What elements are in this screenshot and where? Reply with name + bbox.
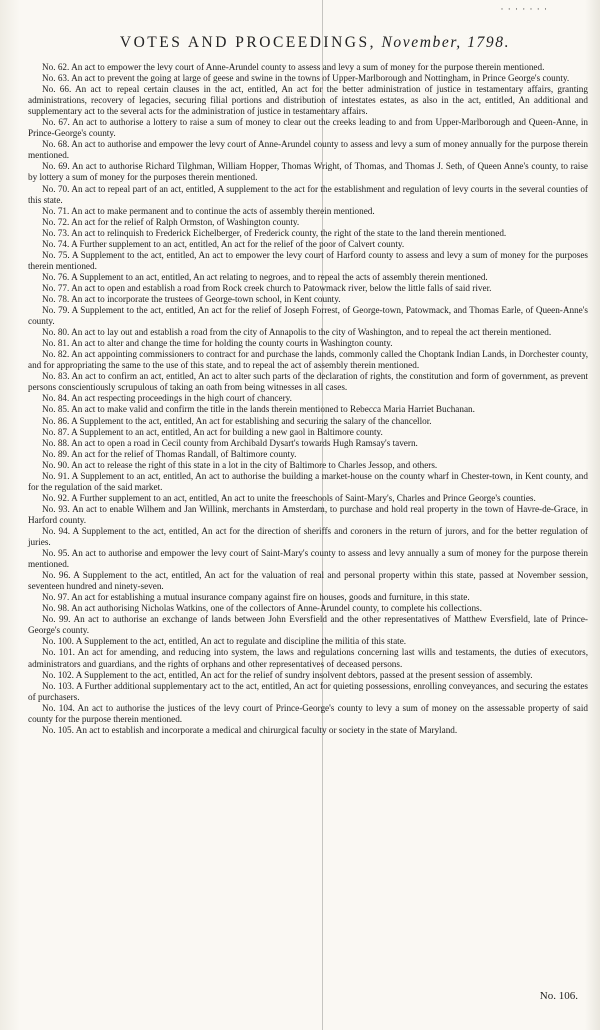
act-entry: No. 96. A Supplement to the act, entitled, An act for the valuation of real and personal property within this state, passed at November session, seventeen hundred and ninety-seven. <box>28 570 588 592</box>
act-entry: No. 102. A Supplement to the act, entitled, An act for the relief of sundry insolvent debtors, passed at the present session of assembly. <box>42 669 533 680</box>
act-entry: No. 77. An act to open and establish a road from Rock creek church to Patowmack river, below the little falls of said river. <box>42 282 492 293</box>
act-entry: No. 69. An act to authorise Richard Tilghman, William Hopper, Thomas Wright, of Thomas, and Thomas J. Seth, of Queen Anne's county, to raise by lottery a sum of money for the purposes therein mentioned. <box>28 161 588 183</box>
act-entry: No. 95. An act to authorise and empower the levy court of Saint-Mary's county to assess and levy annually a sum of money for the purpose therein mentioned. <box>28 548 588 570</box>
act-entry: No. 94. A Supplement to the act, entitled, An act for the direction of sheriffs and coroners in the return of jurors, and for the better regulation of juries. <box>28 525 588 548</box>
act-entry: No. 99. An act to authorise an exchange of lands between John Eversfield and the other representatives of Matthew Eversfield, late of Prince-George's county. <box>28 614 588 636</box>
act-entry: No. 78. An act to incorporate the trustees of George-town school, in Kent county. <box>42 293 341 304</box>
act-entry: No. 98. An act authorising Nicholas Watkins, one of the collectors of Anne-Arundel county, to complete his collections. <box>42 603 482 614</box>
act-entry: No. 93. An act to enable Wilhem and Jan Willink, merchants in Amsterdam, to purchase and hold real property in the town of Havre-de-Grace, in Harford county. <box>28 503 588 525</box>
header-date: November, 1798. <box>381 34 511 51</box>
act-entry: No. 63. An act to prevent the going at large of geese and swine in the towns of Upper-Marlborough and Nottingham, in Prince George's county. <box>42 73 570 84</box>
act-entry: No. 103. A Further additional supplementary act to the act, entitled, An act for quieting possessions, enrolling conveyances, and securing the estates of purchasers. <box>28 680 588 702</box>
act-entry: No. 85. An act to make valid and confirm the title in the lands therein mentioned to Rebecca Maria Harriet Buchanan. <box>42 404 475 415</box>
act-entry: No. 87. A Supplement to an act, entitled, An act for building a new gaol in Baltimore county. <box>42 426 383 437</box>
act-entry: No. 67. An act to authorise a lottery to raise a sum of money to clear out the creeks leading to and from Upper-Marlborough and Queen-Anne, in Prince-George's county. <box>28 117 588 139</box>
act-entry: No. 88. An act to open a road in Cecil county from Archibald Dysart's towards Hugh Ramsay's tavern. <box>42 437 418 448</box>
act-entry: No. 68. An act to authorise and empower the levy court of Anne-Arundel county to assess and levy a sum of money annually for the purpose therein mentioned. <box>28 139 588 161</box>
act-entry: No. 92. A Further supplement to an act, entitled, An act to unite the freeschools of Saint-Mary's, Charles and Prince George's counties. <box>42 492 536 503</box>
act-entry: No. 101. An act for amending, and reducing into system, the laws and regulations concerning last wills and testaments, the duties of executors, administrators and guardians, and the rights of orphans and other representatives of deceased persons. <box>28 647 588 669</box>
page-marks: · · · · · · · <box>500 4 548 14</box>
act-entry: No. 76. A Supplement to an act, entitled, An act relating to negroes, and to repeal the acts of assembly therein mentioned. <box>42 271 488 282</box>
act-entry: No. 105. An act to establish and incorporate a medical and chirurgical faculty or society in the state of Maryland. <box>42 724 458 735</box>
act-entry: No. 97. An act for establishing a mutual insurance company against fire on houses, goods and furniture, in this state. <box>42 592 470 603</box>
act-entry: No. 80. An act to lay out and establish a road from the city of Annapolis to the city of Washington, and to repeal the act therein mentioned. <box>42 327 552 338</box>
act-entry: No. 83. An act to confirm an act, entitled, An act to alter such parts of the declaration of rights, the constitution and form of government, as prevent persons conscientiously scrupulous of taking an oath from being witnesses in all cases. <box>28 371 588 393</box>
act-entry: No. 72. An act for the relief of Ralph Ormston, of Washington county. <box>42 216 300 227</box>
catchword: No. 106. <box>539 990 578 1002</box>
act-entry: No. 84. An act respecting proceedings in the high court of chancery. <box>42 393 292 404</box>
act-entry: No. 104. An act to authorise the justices of the levy court of Prince-George's county to levy a sum of money on the assessable property of said county for the purpose therein mentioned. <box>28 702 588 724</box>
act-entry: No. 73. An act to relinquish to Frederick Eichelberger, of Frederick county, the right of the state to the land therein mentioned. <box>42 227 507 238</box>
act-entry: No. 75. A Supplement to the act, entitled, An act to empower the levy court of Harford county to assess and levy a sum of money for the purposes therein mentioned. <box>28 249 588 271</box>
act-entry: No. 82. An act appointing commissioners to contract for and purchase the lands, commonly called the Choptank Indian Lands, in Dorchester county, and for appropriating the same to the use of this state, and to repeal the act of assembly therein mentioned. <box>28 349 588 371</box>
act-entry: No. 89. An act for the relief of Thomas Randall, of Baltimore county. <box>42 448 297 459</box>
page-header <box>40 34 590 52</box>
act-entry: No. 62. An act to empower the levy court of Anne-Arundel county to assess and levy a sum of money for the purpose therein mentioned. <box>42 62 545 72</box>
act-entry: No. 70. An act to repeal part of an act, entitled, A supplement to the act for the establishment and regulation of levy courts in the several counties of this state. <box>28 183 588 205</box>
act-entry: No. 74. A Further supplement to an act, entitled, An act for the relief of the poor of Calvert county. <box>42 238 405 249</box>
act-entry: No. 86. A Supplement to the act, entitled, An act for establishing and securing the salary of the chancellor. <box>42 415 432 426</box>
act-entry: No. 66. An act to repeal certain clauses in the act, entitled, An act for the better administration of justice in testamentary affairs, granting administrations, recovery of legacies, securing filial portions and distribution of intestates estates, as also in the act, entitled, An additional and supplementary act to the several acts for the administration of justice in testamentary affairs. <box>28 84 588 117</box>
act-entry: No. 81. An act to alter and change the time for holding the county courts in Washington county. <box>42 338 393 349</box>
entries-list <box>28 62 588 736</box>
act-entry: No. 91. A Supplement to an act, entitled, An act to authorise the building a market-house on the county wharf in Chester-town, in Kent county, and for the regulation of the said market. <box>28 470 588 492</box>
act-entry: No. 71. An act to make permanent and to continue the acts of assembly therein mentioned. <box>42 205 375 216</box>
header-title: VOTES AND PROCEEDINGS, <box>119 34 376 51</box>
act-entry: No. 100. A Supplement to the act, entitled, An act to regulate and discipline the militia of this state. <box>42 636 407 647</box>
act-entry: No. 79. A Supplement to the act, entitled, An act for the relief of Joseph Forrest, of George-town, Patowmack, and Thomas Earle, of Queen-Anne's county. <box>28 305 588 327</box>
act-entry: No. 90. An act to release the right of this state in a lot in the city of Baltimore to Charles Jessop, and others. <box>42 459 438 470</box>
